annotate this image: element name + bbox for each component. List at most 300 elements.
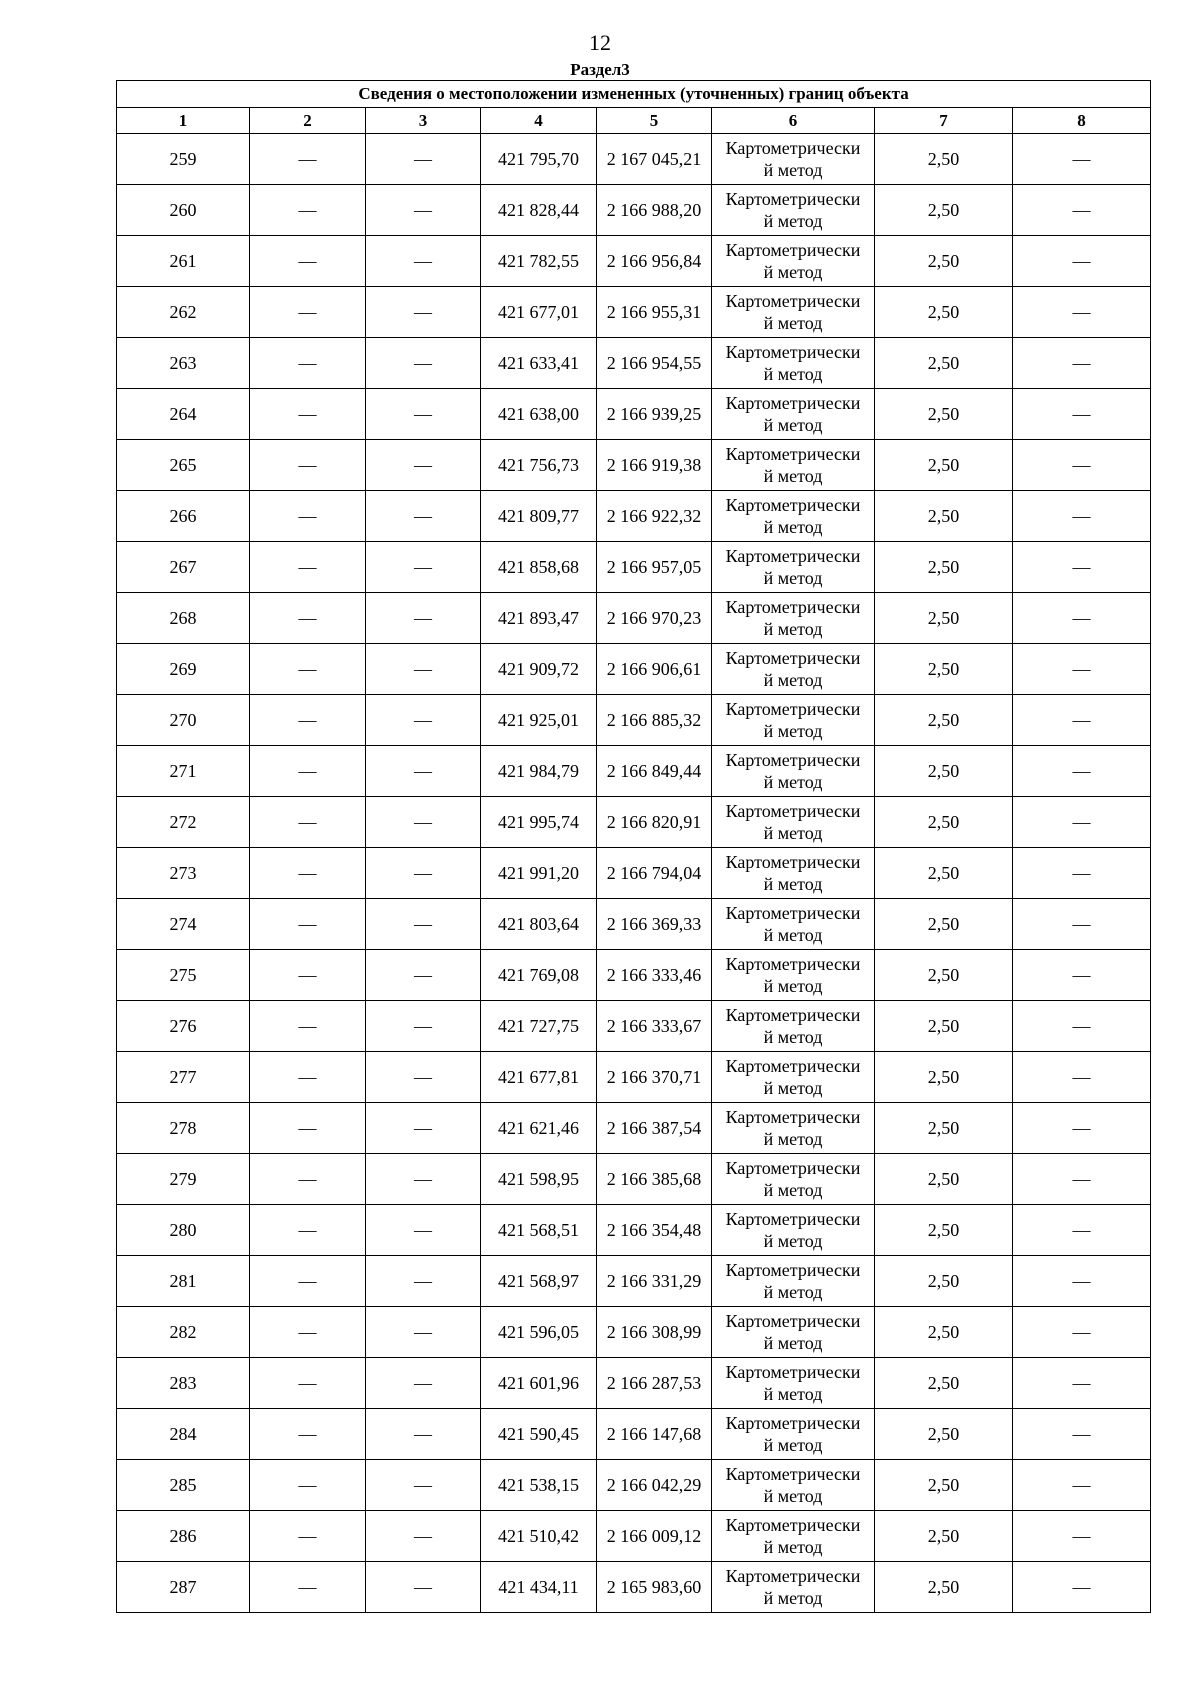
empty-cell-col3: —: [366, 287, 481, 338]
method-text-line2: й метод: [763, 925, 823, 945]
table-row: [117, 1358, 1151, 1409]
coordinate-y-cell: 2 166 333,46: [597, 950, 712, 1001]
method-text-line1: Картометрически: [725, 597, 861, 617]
accuracy-cell: 2,50: [875, 1358, 1013, 1409]
method-cell: [712, 1460, 875, 1511]
point-number-cell: 262: [117, 287, 250, 338]
empty-cell-col8: —: [1013, 1103, 1151, 1154]
method-text-line2: й метод: [763, 1282, 823, 1302]
accuracy-cell: 2,50: [875, 695, 1013, 746]
table-row: [117, 389, 1151, 440]
empty-cell-col2: —: [250, 797, 366, 848]
method-cell: [712, 1205, 875, 1256]
empty-cell-col3: —: [366, 695, 481, 746]
empty-cell-col2: —: [250, 644, 366, 695]
coordinate-x-cell: 421 596,05: [481, 1307, 597, 1358]
coordinate-x-cell: 421 727,75: [481, 1001, 597, 1052]
empty-cell-col8: —: [1013, 1001, 1151, 1052]
method-text-line2: й метод: [763, 874, 823, 894]
table-row: [117, 848, 1151, 899]
method-text-line1: Картометрически: [725, 903, 861, 923]
empty-cell-col8: —: [1013, 389, 1151, 440]
method-cell: [712, 338, 875, 389]
method-text-line1: Картометрически: [725, 393, 861, 413]
table-row: [117, 593, 1151, 644]
method-text-line2: й метод: [763, 1333, 823, 1353]
table-row: [117, 695, 1151, 746]
method-text-line2: й метод: [763, 1078, 823, 1098]
method-text-line1: Картометрически: [725, 1107, 861, 1127]
method-cell: [712, 899, 875, 950]
method-cell: [712, 1562, 875, 1613]
table-row: [117, 1562, 1151, 1613]
accuracy-cell: 2,50: [875, 899, 1013, 950]
empty-cell-col2: —: [250, 1256, 366, 1307]
point-number-cell: 259: [117, 134, 250, 185]
accuracy-cell: 2,50: [875, 1307, 1013, 1358]
empty-cell-col3: —: [366, 1256, 481, 1307]
method-text-line2: й метод: [763, 1486, 823, 1506]
method-cell: [712, 695, 875, 746]
coordinate-x-cell: 421 538,15: [481, 1460, 597, 1511]
point-number-cell: 279: [117, 1154, 250, 1205]
coordinate-x-cell: 421 756,73: [481, 440, 597, 491]
coordinate-y-cell: 2 166 009,12: [597, 1511, 712, 1562]
method-cell: [712, 287, 875, 338]
accuracy-cell: 2,50: [875, 185, 1013, 236]
empty-cell-col3: —: [366, 1409, 481, 1460]
method-text-line1: Картометрически: [725, 495, 861, 515]
method-text-line1: Картометрически: [725, 750, 861, 770]
method-text-line1: Картометрически: [725, 699, 861, 719]
point-number-cell: 276: [117, 1001, 250, 1052]
table-row: [117, 134, 1151, 185]
coordinate-x-cell: 421 925,01: [481, 695, 597, 746]
empty-cell-col8: —: [1013, 644, 1151, 695]
table-row: [117, 1103, 1151, 1154]
point-number-cell: 265: [117, 440, 250, 491]
empty-cell-col8: —: [1013, 593, 1151, 644]
coordinate-y-cell: 2 166 370,71: [597, 1052, 712, 1103]
point-number-cell: 261: [117, 236, 250, 287]
method-cell: [712, 746, 875, 797]
empty-cell-col8: —: [1013, 1409, 1151, 1460]
coordinate-y-cell: 2 166 331,29: [597, 1256, 712, 1307]
accuracy-cell: 2,50: [875, 644, 1013, 695]
method-text-line1: Картометрически: [725, 138, 861, 158]
coordinate-y-cell: 2 166 956,84: [597, 236, 712, 287]
point-number-cell: 260: [117, 185, 250, 236]
accuracy-cell: 2,50: [875, 542, 1013, 593]
method-text-line1: Картометрически: [725, 1515, 861, 1535]
table-row: [117, 1460, 1151, 1511]
table-row: [117, 1307, 1151, 1358]
method-text-line2: й метод: [763, 1435, 823, 1455]
method-cell: [712, 1052, 875, 1103]
empty-cell-col2: —: [250, 1103, 366, 1154]
method-cell: [712, 236, 875, 287]
coordinate-x-cell: 421 893,47: [481, 593, 597, 644]
coordinate-y-cell: 2 166 988,20: [597, 185, 712, 236]
point-number-cell: 284: [117, 1409, 250, 1460]
coordinate-x-cell: 421 769,08: [481, 950, 597, 1001]
coordinate-x-cell: 421 633,41: [481, 338, 597, 389]
empty-cell-col2: —: [250, 1460, 366, 1511]
accuracy-cell: 2,50: [875, 1052, 1013, 1103]
method-text-line2: й метод: [763, 466, 823, 486]
empty-cell-col2: —: [250, 1409, 366, 1460]
table-row: [117, 338, 1151, 389]
accuracy-cell: 2,50: [875, 1511, 1013, 1562]
empty-cell-col2: —: [250, 746, 366, 797]
coordinate-x-cell: 421 984,79: [481, 746, 597, 797]
empty-cell-col3: —: [366, 134, 481, 185]
point-number-cell: 287: [117, 1562, 250, 1613]
point-number-cell: 274: [117, 899, 250, 950]
empty-cell-col2: —: [250, 1052, 366, 1103]
accuracy-cell: 2,50: [875, 950, 1013, 1001]
method-text-line1: Картометрически: [725, 1413, 861, 1433]
coordinate-y-cell: 2 166 919,38: [597, 440, 712, 491]
coordinate-x-cell: 421 795,70: [481, 134, 597, 185]
method-text-line2: й метод: [763, 823, 823, 843]
empty-cell-col2: —: [250, 491, 366, 542]
table-row: [117, 491, 1151, 542]
method-cell: [712, 1001, 875, 1052]
empty-cell-col3: —: [366, 389, 481, 440]
empty-cell-col2: —: [250, 1307, 366, 1358]
empty-cell-col8: —: [1013, 542, 1151, 593]
table-row: [117, 1052, 1151, 1103]
method-cell: [712, 1511, 875, 1562]
empty-cell-col2: —: [250, 338, 366, 389]
table-row: [117, 287, 1151, 338]
table-row: [117, 950, 1151, 1001]
empty-cell-col8: —: [1013, 287, 1151, 338]
accuracy-cell: 2,50: [875, 848, 1013, 899]
accuracy-cell: 2,50: [875, 1460, 1013, 1511]
coordinate-y-cell: 2 166 955,31: [597, 287, 712, 338]
coordinate-y-cell: 2 166 954,55: [597, 338, 712, 389]
method-cell: [712, 1154, 875, 1205]
empty-cell-col2: —: [250, 389, 366, 440]
column-header-6: 6: [712, 108, 875, 134]
empty-cell-col3: —: [366, 1103, 481, 1154]
method-text-line2: й метод: [763, 211, 823, 231]
coordinate-y-cell: 2 166 354,48: [597, 1205, 712, 1256]
method-cell: [712, 1358, 875, 1409]
method-text-line2: й метод: [763, 772, 823, 792]
method-text-line1: Картометрически: [725, 1158, 861, 1178]
empty-cell-col2: —: [250, 848, 366, 899]
column-header-5: 5: [597, 108, 712, 134]
empty-cell-col2: —: [250, 440, 366, 491]
method-text-line2: й метод: [763, 670, 823, 690]
method-cell: [712, 134, 875, 185]
method-text-line2: й метод: [763, 1180, 823, 1200]
method-cell: [712, 593, 875, 644]
coordinate-y-cell: 2 166 885,32: [597, 695, 712, 746]
method-cell: [712, 950, 875, 1001]
empty-cell-col2: —: [250, 236, 366, 287]
empty-cell-col3: —: [366, 1205, 481, 1256]
accuracy-cell: 2,50: [875, 389, 1013, 440]
empty-cell-col3: —: [366, 1307, 481, 1358]
method-text-line2: й метод: [763, 1384, 823, 1404]
coordinate-x-cell: 421 677,01: [481, 287, 597, 338]
empty-cell-col8: —: [1013, 746, 1151, 797]
method-text-line1: Картометрически: [725, 801, 861, 821]
accuracy-cell: 2,50: [875, 797, 1013, 848]
method-text-line1: Картометрически: [725, 648, 861, 668]
coordinate-y-cell: 2 165 983,60: [597, 1562, 712, 1613]
coordinate-x-cell: 421 434,11: [481, 1562, 597, 1613]
method-text-line2: й метод: [763, 364, 823, 384]
point-number-cell: 281: [117, 1256, 250, 1307]
coordinate-x-cell: 421 677,81: [481, 1052, 597, 1103]
empty-cell-col8: —: [1013, 491, 1151, 542]
column-header-1: 1: [117, 108, 250, 134]
method-text-line2: й метод: [763, 517, 823, 537]
empty-cell-col8: —: [1013, 1562, 1151, 1613]
coordinate-y-cell: 2 166 906,61: [597, 644, 712, 695]
empty-cell-col3: —: [366, 1460, 481, 1511]
empty-cell-col2: —: [250, 1358, 366, 1409]
method-text-line1: Картометрически: [725, 1209, 861, 1229]
coordinate-x-cell: 421 782,55: [481, 236, 597, 287]
section-title: Раздел3: [570, 60, 630, 79]
empty-cell-col3: —: [366, 593, 481, 644]
method-cell: [712, 440, 875, 491]
empty-cell-col8: —: [1013, 848, 1151, 899]
method-cell: [712, 1307, 875, 1358]
coordinate-x-cell: 421 568,97: [481, 1256, 597, 1307]
method-text-line1: Картометрически: [725, 546, 861, 566]
accuracy-cell: 2,50: [875, 440, 1013, 491]
accuracy-cell: 2,50: [875, 134, 1013, 185]
point-number-cell: 263: [117, 338, 250, 389]
method-text-line2: й метод: [763, 1231, 823, 1251]
empty-cell-col2: —: [250, 1511, 366, 1562]
method-cell: [712, 1409, 875, 1460]
table-row: [117, 185, 1151, 236]
table-caption: Сведения о местоположении измененных (уточненных) границ объекта: [117, 81, 1151, 108]
method-text-line2: й метод: [763, 313, 823, 333]
table-row: [117, 1409, 1151, 1460]
empty-cell-col3: —: [366, 797, 481, 848]
accuracy-cell: 2,50: [875, 746, 1013, 797]
coordinate-y-cell: 2 166 287,53: [597, 1358, 712, 1409]
table-row: [117, 797, 1151, 848]
method-text-line2: й метод: [763, 1588, 823, 1608]
coordinate-y-cell: 2 166 387,54: [597, 1103, 712, 1154]
accuracy-cell: 2,50: [875, 1562, 1013, 1613]
empty-cell-col8: —: [1013, 338, 1151, 389]
accuracy-cell: 2,50: [875, 491, 1013, 542]
column-header-7: 7: [875, 108, 1013, 134]
method-cell: [712, 1256, 875, 1307]
method-text-line1: Картометрически: [725, 342, 861, 362]
accuracy-cell: 2,50: [875, 287, 1013, 338]
empty-cell-col3: —: [366, 1511, 481, 1562]
method-text-line2: й метод: [763, 160, 823, 180]
coordinate-y-cell: 2 166 369,33: [597, 899, 712, 950]
empty-cell-col2: —: [250, 899, 366, 950]
empty-cell-col2: —: [250, 542, 366, 593]
method-text-line1: Картометрически: [725, 954, 861, 974]
point-number-cell: 271: [117, 746, 250, 797]
empty-cell-col3: —: [366, 338, 481, 389]
table-row: [117, 542, 1151, 593]
empty-cell-col8: —: [1013, 1205, 1151, 1256]
method-text-line2: й метод: [763, 721, 823, 741]
empty-cell-col8: —: [1013, 1307, 1151, 1358]
accuracy-cell: 2,50: [875, 236, 1013, 287]
accuracy-cell: 2,50: [875, 1205, 1013, 1256]
table-row: [117, 1256, 1151, 1307]
column-header-2: 2: [250, 108, 366, 134]
empty-cell-col8: —: [1013, 950, 1151, 1001]
method-cell: [712, 542, 875, 593]
empty-cell-col2: —: [250, 950, 366, 1001]
coordinate-y-cell: 2 166 970,23: [597, 593, 712, 644]
coordinate-x-cell: 421 510,42: [481, 1511, 597, 1562]
coordinate-y-cell: 2 166 308,99: [597, 1307, 712, 1358]
coordinate-y-cell: 2 166 922,32: [597, 491, 712, 542]
boundary-coordinates-table: [116, 80, 1151, 1613]
point-number-cell: 285: [117, 1460, 250, 1511]
accuracy-cell: 2,50: [875, 593, 1013, 644]
point-number-cell: 272: [117, 797, 250, 848]
column-header-4: 4: [481, 108, 597, 134]
coordinate-y-cell: 2 166 849,44: [597, 746, 712, 797]
coordinate-x-cell: 421 809,77: [481, 491, 597, 542]
coordinate-y-cell: 2 166 957,05: [597, 542, 712, 593]
coordinate-x-cell: 421 858,68: [481, 542, 597, 593]
accuracy-cell: 2,50: [875, 1409, 1013, 1460]
empty-cell-col3: —: [366, 1358, 481, 1409]
coordinate-x-cell: 421 909,72: [481, 644, 597, 695]
empty-cell-col2: —: [250, 185, 366, 236]
empty-cell-col3: —: [366, 746, 481, 797]
empty-cell-col2: —: [250, 593, 366, 644]
column-header-3: 3: [366, 108, 481, 134]
table-row: [117, 1511, 1151, 1562]
point-number-cell: 277: [117, 1052, 250, 1103]
method-text-line2: й метод: [763, 1129, 823, 1149]
method-text-line1: Картометрически: [725, 240, 861, 260]
empty-cell-col8: —: [1013, 440, 1151, 491]
column-number-row: [117, 108, 1151, 134]
method-text-line1: Картометрически: [725, 1362, 861, 1382]
accuracy-cell: 2,50: [875, 1154, 1013, 1205]
empty-cell-col3: —: [366, 440, 481, 491]
method-cell: [712, 644, 875, 695]
empty-cell-col2: —: [250, 1562, 366, 1613]
empty-cell-col8: —: [1013, 899, 1151, 950]
empty-cell-col8: —: [1013, 1052, 1151, 1103]
table-row: [117, 644, 1151, 695]
empty-cell-col3: —: [366, 644, 481, 695]
page-number: 12: [589, 30, 611, 55]
method-text-line2: й метод: [763, 1027, 823, 1047]
coordinate-x-cell: 421 568,51: [481, 1205, 597, 1256]
accuracy-cell: 2,50: [875, 1256, 1013, 1307]
method-text-line2: й метод: [763, 568, 823, 588]
coordinate-x-cell: 421 598,95: [481, 1154, 597, 1205]
point-number-cell: 282: [117, 1307, 250, 1358]
method-cell: [712, 185, 875, 236]
empty-cell-col3: —: [366, 1052, 481, 1103]
empty-cell-col2: —: [250, 1205, 366, 1256]
method-cell: [712, 797, 875, 848]
coordinate-x-cell: 421 601,96: [481, 1358, 597, 1409]
coordinate-y-cell: 2 166 939,25: [597, 389, 712, 440]
empty-cell-col8: —: [1013, 1256, 1151, 1307]
empty-cell-col2: —: [250, 134, 366, 185]
empty-cell-col3: —: [366, 1001, 481, 1052]
table-caption-row: [117, 81, 1151, 108]
coordinate-y-cell: 2 166 385,68: [597, 1154, 712, 1205]
coordinate-x-cell: 421 590,45: [481, 1409, 597, 1460]
point-number-cell: 269: [117, 644, 250, 695]
table-row: [117, 236, 1151, 287]
method-text-line2: й метод: [763, 415, 823, 435]
empty-cell-col8: —: [1013, 695, 1151, 746]
empty-cell-col3: —: [366, 1562, 481, 1613]
method-cell: [712, 848, 875, 899]
accuracy-cell: 2,50: [875, 1001, 1013, 1052]
method-text-line1: Картометрически: [725, 1260, 861, 1280]
point-number-cell: 275: [117, 950, 250, 1001]
empty-cell-col8: —: [1013, 134, 1151, 185]
coordinate-x-cell: 421 621,46: [481, 1103, 597, 1154]
point-number-cell: 270: [117, 695, 250, 746]
method-text-line1: Картометрически: [725, 291, 861, 311]
method-text-line2: й метод: [763, 1537, 823, 1557]
method-cell: [712, 1103, 875, 1154]
empty-cell-col3: —: [366, 1154, 481, 1205]
point-number-cell: 268: [117, 593, 250, 644]
empty-cell-col2: —: [250, 695, 366, 746]
point-number-cell: 280: [117, 1205, 250, 1256]
empty-cell-col3: —: [366, 236, 481, 287]
method-text-line1: Картометрически: [725, 1311, 861, 1331]
method-text-line1: Картометрически: [725, 1005, 861, 1025]
empty-cell-col3: —: [366, 542, 481, 593]
method-text-line1: Картометрически: [725, 1566, 861, 1586]
point-number-cell: 273: [117, 848, 250, 899]
empty-cell-col8: —: [1013, 797, 1151, 848]
coordinate-x-cell: 421 991,20: [481, 848, 597, 899]
empty-cell-col8: —: [1013, 185, 1151, 236]
coordinate-y-cell: 2 166 333,67: [597, 1001, 712, 1052]
method-text-line1: Картометрически: [725, 1056, 861, 1076]
method-text-line1: Картометрически: [725, 189, 861, 209]
empty-cell-col3: —: [366, 950, 481, 1001]
column-header-8: 8: [1013, 108, 1151, 134]
empty-cell-col3: —: [366, 491, 481, 542]
table-row: [117, 746, 1151, 797]
coordinate-x-cell: 421 828,44: [481, 185, 597, 236]
coordinate-y-cell: 2 166 042,29: [597, 1460, 712, 1511]
table-row: [117, 899, 1151, 950]
empty-cell-col2: —: [250, 1001, 366, 1052]
table-row: [117, 1205, 1151, 1256]
point-number-cell: 286: [117, 1511, 250, 1562]
table-row: [117, 1154, 1151, 1205]
point-number-cell: 267: [117, 542, 250, 593]
